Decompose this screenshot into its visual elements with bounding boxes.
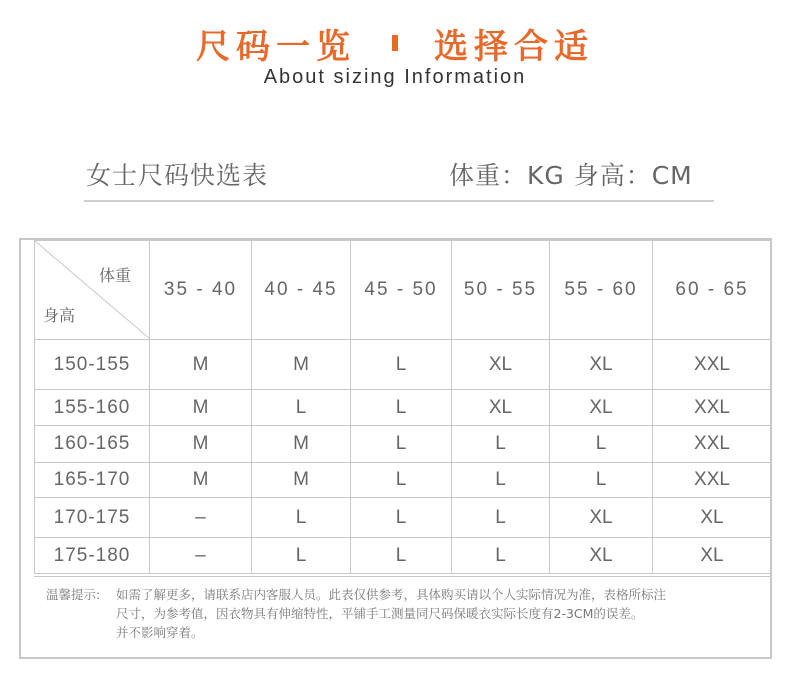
size-table bbox=[34, 240, 772, 574]
size-cell: L bbox=[351, 538, 452, 574]
weight-header: 35 - 40 bbox=[150, 241, 252, 340]
notice-box bbox=[34, 576, 771, 650]
size-cell: M bbox=[252, 463, 351, 498]
size-cell: XL bbox=[550, 538, 653, 574]
table-row bbox=[35, 538, 772, 574]
height-cell: 170-175 bbox=[35, 498, 150, 538]
corner-cell bbox=[35, 241, 150, 340]
notice-line: 如需了解更多，请联系店内客服人员。此表仅供参考，具体购买请以个人实际情况为准，表格所标注 bbox=[116, 587, 667, 602]
size-cell: XXL bbox=[653, 426, 772, 463]
unit-label: 体重：KG 身高：CM bbox=[449, 161, 693, 190]
size-cell: L bbox=[550, 463, 653, 498]
weight-header: 40 - 45 bbox=[252, 241, 351, 340]
heading-right: 选择合适 bbox=[434, 26, 594, 67]
size-cell: M bbox=[150, 390, 252, 426]
weight-header: 50 - 55 bbox=[452, 241, 550, 340]
weight-header: 55 - 60 bbox=[550, 241, 653, 340]
height-cell: 155-160 bbox=[35, 390, 150, 426]
size-cell: XXL bbox=[653, 463, 772, 498]
height-cell: 150-155 bbox=[35, 340, 150, 390]
size-cell: L bbox=[452, 498, 550, 538]
table-row bbox=[35, 390, 772, 426]
size-cell: L bbox=[252, 498, 351, 538]
weight-header: 45 - 50 bbox=[351, 241, 452, 340]
table-row bbox=[35, 340, 772, 390]
height-cell: 175-180 bbox=[35, 538, 150, 574]
size-cell: XL bbox=[452, 390, 550, 426]
size-cell: M bbox=[150, 340, 252, 390]
heading-left: 尺码一览 bbox=[196, 26, 356, 67]
table-row bbox=[35, 498, 772, 538]
size-cell: XL bbox=[550, 340, 653, 390]
size-cell: L bbox=[252, 538, 351, 574]
size-cell: L bbox=[351, 340, 452, 390]
size-cell: XL bbox=[550, 498, 653, 538]
notice-text bbox=[116, 585, 771, 642]
size-cell: L bbox=[252, 390, 351, 426]
size-cell: XL bbox=[653, 498, 772, 538]
section-title: 女士尺码快选表 bbox=[86, 161, 269, 190]
size-cell: L bbox=[452, 463, 550, 498]
height-cell: 160-165 bbox=[35, 426, 150, 463]
size-cell: L bbox=[351, 463, 452, 498]
size-cell: L bbox=[351, 426, 452, 463]
heading-separator bbox=[392, 35, 398, 51]
size-cell: L bbox=[351, 498, 452, 538]
page-subtitle: About sizing Information bbox=[263, 66, 527, 88]
size-cell: L bbox=[452, 426, 550, 463]
table-row bbox=[35, 426, 772, 463]
height-cell: 165-170 bbox=[35, 463, 150, 498]
size-cell: L bbox=[351, 390, 452, 426]
notice-label: 温馨提示: bbox=[46, 587, 101, 602]
corner-weight-label: 体重 bbox=[98, 266, 131, 285]
weight-header: 60 - 65 bbox=[653, 241, 772, 340]
size-cell: XL bbox=[550, 390, 653, 426]
size-cell: M bbox=[252, 426, 351, 463]
size-cell: XXL bbox=[653, 390, 772, 426]
size-cell: M bbox=[150, 426, 252, 463]
section-divider bbox=[84, 200, 714, 202]
size-cell: – bbox=[150, 498, 252, 538]
size-cell: M bbox=[150, 463, 252, 498]
corner-height-label: 身高 bbox=[43, 306, 76, 325]
size-cell: – bbox=[150, 538, 252, 574]
size-cell: L bbox=[452, 538, 550, 574]
size-cell: M bbox=[252, 340, 351, 390]
notice-line: 尺寸，为参考值，因衣物具有伸缩特性，平铺手工测量同尺码保暖衣实际长度有2-3CM的误差。 bbox=[116, 606, 644, 621]
size-cell: XXL bbox=[653, 340, 772, 390]
notice-line: 并不影响穿着。 bbox=[116, 625, 204, 640]
size-cell: XL bbox=[653, 538, 772, 574]
table-header-row bbox=[35, 241, 772, 340]
size-cell: L bbox=[550, 426, 653, 463]
table-row bbox=[35, 463, 772, 498]
page-heading bbox=[0, 18, 790, 68]
size-cell: XL bbox=[452, 340, 550, 390]
